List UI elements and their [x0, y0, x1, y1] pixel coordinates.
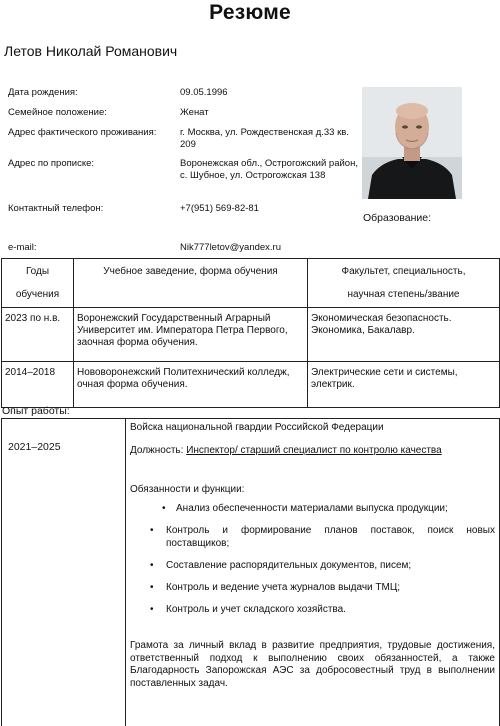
work-details	[126, 419, 500, 726]
work-organization: Войска национальной гвардии Российской Федерации	[130, 422, 384, 433]
address-actual-value: г. Москва, ул. Рождественская д.33 кв. 209	[180, 127, 349, 150]
bullet-icon: •	[150, 582, 154, 593]
email-value[interactable]: Nik777letov@yandex.ru	[180, 242, 282, 253]
edu-institution: Нововоронежский Политехнический колледж, очная форма обучения.	[74, 362, 308, 408]
marital-value: Женат	[180, 107, 209, 118]
position-value: Инспектор/ старший специалист по контролю качества	[186, 445, 442, 456]
list-item	[140, 559, 495, 572]
table-row	[2, 419, 500, 726]
phone-label: Контактный телефон:	[8, 203, 104, 214]
table-row	[2, 362, 500, 408]
phone-value: +7(951) 569-82-81	[180, 203, 259, 214]
education-table	[1, 258, 500, 408]
education-section-label: Образование:	[363, 212, 431, 224]
edu-institution: Воронежский Государственный Аграрный Университет им. Императора Петра Первого, заочная форма обучения.	[74, 308, 308, 362]
work-period: 2021–2025	[2, 419, 126, 726]
list-item	[140, 524, 495, 550]
email-label: e-mail:	[8, 242, 37, 253]
work-position	[130, 444, 495, 457]
bullet-icon: •	[150, 560, 154, 571]
page-title: Резюме	[209, 1, 291, 24]
duty-text: Контроль и учет складского хозяйства.	[166, 604, 346, 615]
header-faculty	[308, 259, 500, 308]
duty-text: Контроль и формирование планов поставок, поиск новых поставщиков;	[166, 525, 495, 549]
marital-label: Семейное положение:	[8, 107, 107, 118]
profile-photo	[362, 87, 462, 199]
duty-text: Составление распорядительных документов, писем;	[166, 560, 412, 571]
duties-list	[130, 502, 495, 616]
address-reg-label: Адрес по прописке:	[8, 158, 95, 169]
header-faculty-line2: научная степень/звание	[347, 289, 460, 300]
education-header-row	[2, 259, 500, 308]
table-row	[2, 308, 500, 362]
duty-text: Анализ обеспеченности материалами выпуска продукции;	[176, 503, 448, 514]
header-years	[2, 259, 74, 308]
bullet-icon: •	[150, 604, 154, 615]
edu-faculty: Электрические сети и системы, электрик.	[308, 362, 500, 408]
bullet-icon: •	[150, 525, 154, 536]
list-item	[140, 502, 495, 515]
work-section-label: Опыт работы:	[2, 405, 70, 417]
list-item	[140, 603, 495, 616]
address-reg-value: Воронежская обл., Острогожский район, с. Шубное, ул. Острогожская 138	[180, 158, 358, 181]
header-institution-text: Учебное заведение, форма обучения	[103, 266, 278, 277]
work-award: Грамота за личный вклад в развитие предприятия, трудовые достижения, ответственный подход к выполнению своих обязанностей, а также Благодарность Запорожская АЭС за добросовестный труд в выполнении поставленных задач.	[130, 640, 495, 689]
edu-years: 2023 по н.в.	[2, 308, 74, 362]
list-item	[140, 581, 495, 594]
portrait-silhouette	[362, 87, 462, 199]
edu-years: 2014–2018	[2, 362, 74, 408]
edu-faculty: Экономическая безопасность. Экономика, Бакалавр.	[308, 308, 500, 362]
header-faculty-line1: Факультет, специальность,	[341, 266, 466, 277]
birth-value: 09.05.1996	[180, 87, 228, 98]
header-institution	[74, 259, 308, 308]
full-name: Летов Николай Романович	[4, 43, 178, 59]
work-table	[1, 418, 500, 726]
duties-title: Обязанности и функции:	[130, 484, 245, 495]
address-actual-label: Адрес фактического проживания:	[8, 127, 157, 138]
birth-label: Дата рождения:	[8, 87, 78, 98]
duty-text: Контроль и ведение учета журналов выдачи ТМЦ;	[166, 582, 401, 593]
bullet-icon: •	[162, 503, 166, 514]
position-label: Должность:	[130, 445, 184, 456]
header-years-line1: Годы	[25, 266, 50, 277]
header-years-line2: обучения	[15, 289, 60, 300]
